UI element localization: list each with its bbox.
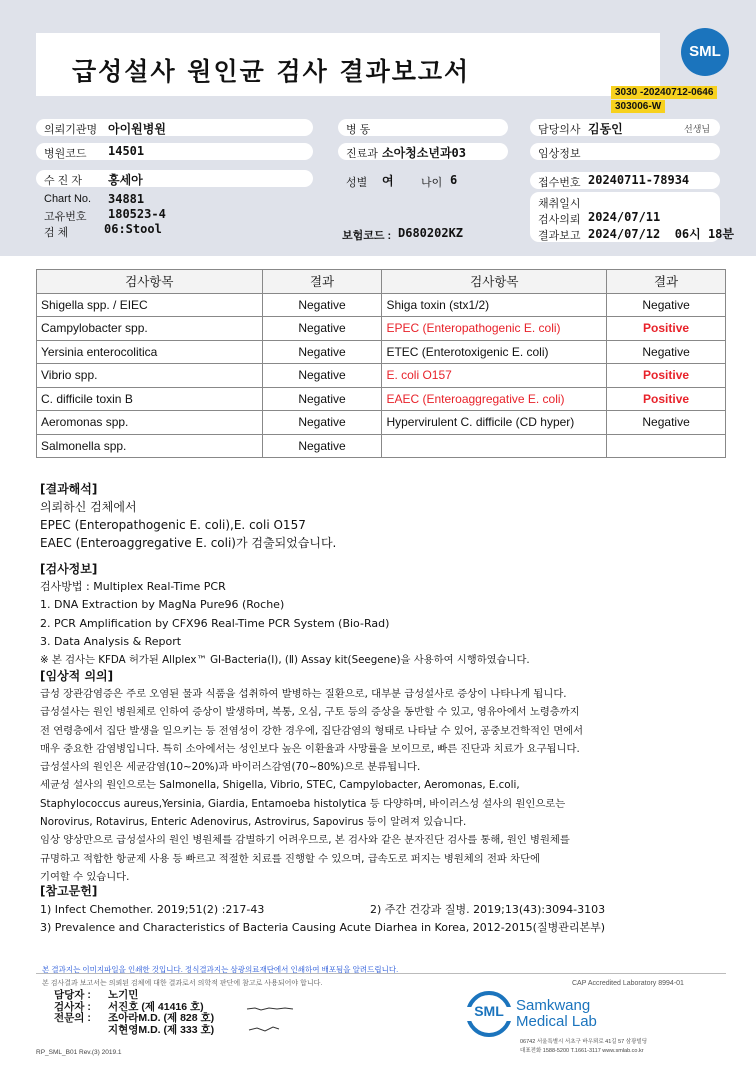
institution-label: 의뢰기관명	[44, 124, 98, 136]
test-result: Negative	[262, 434, 382, 458]
footer-fine-print: 본 검사결과 보고서는 의뢰된 검체에 대한 결과로서 의학적 판단에 참고로 사용되어야 합니다.	[42, 980, 323, 987]
table-row	[37, 387, 726, 411]
barcode-code-1: 3030 -20240712-0646	[611, 86, 717, 99]
test-item: ETEC (Enterotoxigenic E. coli)	[382, 340, 607, 364]
test-info-line: 검사방법 : Multiplex Real-Time PCR	[40, 580, 226, 593]
test-item: C. difficile toxin B	[37, 387, 263, 411]
clinical-meaning-line: 급성 장관감염증은 주로 오염된 물과 식품을 섭취하여 발병하는 질환으로, 대부분 급성설사로 증상이 나타나게 됩니다.	[40, 688, 567, 700]
test-item	[382, 434, 607, 458]
footer-divider	[36, 973, 726, 974]
clinical-meaning-line: 임상 양상만으로 급성설사의 원인 병원체를 감별하기 어려우므로, 본 검사와 같은 분자진단 검사를 통해, 원인 병원체를	[40, 834, 570, 847]
test-info-line: 2. PCR Amplification by CFX96 Real-Time PCR System (Bio-Rad)	[40, 616, 390, 630]
test-info-line: ※ 본 검사는 KFDA 허가된 Allplex™ GI-Bacteria(Ⅰ), (Ⅱ) Assay kit(Seegene)을 사용하여 시행하였습니다.	[40, 654, 530, 667]
test-item-positive: E. coli O157	[382, 364, 607, 388]
dept-label: 진료과	[346, 148, 378, 160]
test-result-positive: Positive	[607, 387, 726, 411]
signature-mark	[247, 1008, 293, 1010]
doctor-suffix: 선생님	[684, 124, 711, 134]
interpretation-section	[40, 480, 730, 552]
table-row	[37, 340, 726, 364]
col-header-item: 검사항목	[382, 270, 607, 294]
staff-name: 노기민	[108, 989, 139, 1001]
report-label: 결과보고	[538, 230, 581, 242]
test-result: Negative	[262, 387, 382, 411]
col-header-item: 검사항목	[37, 270, 263, 294]
signature-mark	[249, 1027, 279, 1031]
test-info-heading: [검사정보]	[40, 562, 98, 576]
table-row	[37, 293, 726, 317]
test-item: Vibrio spp.	[37, 364, 263, 388]
results-table	[36, 269, 726, 458]
hospital-code-label: 병원코드	[44, 148, 87, 160]
signatures	[245, 1003, 305, 1039]
test-info-line: 3. Data Analysis & Report	[40, 634, 182, 648]
col-header-result: 결과	[262, 270, 382, 294]
col-header-result: 결과	[607, 270, 726, 294]
doctor-value: 김동인	[588, 122, 623, 136]
chart-value: 34881	[108, 192, 145, 206]
staff-name: 조아라M.D. (제 828 호)	[108, 1012, 215, 1024]
test-result-positive: Positive	[607, 364, 726, 388]
test-result: Negative	[607, 293, 726, 317]
insurance-value: D680202KZ	[398, 226, 464, 240]
unique-label: 고유번호	[44, 211, 87, 223]
test-item: Shiga toxin (stx1/2)	[382, 293, 607, 317]
test-result: Negative	[262, 364, 382, 388]
collect-label: 채취일시	[538, 198, 581, 210]
sex-value: 여	[382, 174, 394, 188]
receipt-value: 20240711-78934	[588, 173, 690, 187]
test-info-section	[40, 560, 740, 669]
staff-name: 지현영M.D. (제 333 호)	[108, 1023, 215, 1036]
test-item: Hypervirulent C. difficile (CD hyper)	[382, 411, 607, 435]
patient-label: 수 진 자	[44, 175, 82, 187]
table-row	[37, 317, 726, 341]
reference-1: 1) Infect Chemother. 2019;51(2) :217-43	[40, 903, 265, 916]
barcode-code-2: 303006-W	[611, 100, 665, 113]
test-item: Aeromonas spp.	[37, 411, 263, 435]
footer-notice: 본 결과지는 이미지파일을 인쇄한 것입니다. 정식결과지는 삼광의료재단에서 인쇄하여 배포됨을 알려드립니다.	[42, 965, 399, 974]
receipt-label: 접수번호	[538, 177, 581, 189]
clinical-label: 임상정보	[538, 148, 581, 160]
logo-name-2: Medical Lab	[516, 1013, 597, 1030]
doctor-label: 담당의사	[538, 124, 581, 136]
interpretation-line: EAEC (Enteroaggregative E. coli)가 검출되었습니다.	[40, 536, 337, 550]
report-value: 2024/07/12 06시 18분	[588, 227, 735, 241]
table-row	[37, 411, 726, 435]
clinical-meaning-line: 규명하고 적합한 항균제 사용 등 빠르고 적절한 치료를 진행할 수 있으며, 급속도로 퍼지는 병원체의 전파 차단에	[40, 852, 540, 865]
interpretation-heading: [결과해석]	[40, 482, 98, 496]
test-result: Negative	[262, 411, 382, 435]
staff-names	[108, 990, 214, 1036]
insurance-label: 보험코드 :	[342, 230, 392, 242]
clinical-meaning-line: 매우 중요한 감염병입니다. 특히 소아에서는 성인보다 높은 이환율과 사망률을 보이므로, 빠른 진단과 치료가 요구됩니다.	[40, 742, 580, 755]
sml-logo-text: SML	[474, 1003, 504, 1019]
test-item: Salmonella spp.	[37, 434, 263, 458]
clinical-meaning-heading: [임상적 의의]	[40, 669, 114, 683]
clinical-meaning-line: 급성설사의 원인은 세균감염(10~20%)과 바이러스감염(70~80%)으로 분류됩니다.	[40, 761, 421, 774]
patient-value: 홍세아	[108, 173, 143, 187]
clinical-meaning-line: 급성설사는 원인 병원체로 인하여 증상이 발생하며, 복통, 오심, 구토 등의 증상을 동반할 수 있고, 영유아에서 노령층까지	[40, 706, 580, 719]
reference-3: 3) Prevalence and Characteristics of Bacteria Causing Acute Diarhea in Korea, 2012-2015(질병관리본부)	[40, 921, 606, 934]
clinical-meaning-line: 기여할 수 있습니다.	[40, 870, 130, 883]
table-row	[37, 434, 726, 458]
test-result: Negative	[607, 340, 726, 364]
lab-address: 06742 서울특별시 서초구 바우뫼로 41길 57 삼광빌딩	[520, 1039, 648, 1045]
clinical-meaning-section	[40, 667, 740, 886]
chart-label: Chart No.	[44, 193, 92, 205]
form-code: RP_SML_B01 Rev.(3) 2019.1	[36, 1049, 122, 1056]
sex-label: 성별	[346, 177, 368, 189]
test-result	[607, 434, 726, 458]
interpretation-line: EPEC (Enteropathogenic E. coli),E. coli O157	[40, 518, 306, 532]
staff-role: 담당자 :	[54, 989, 91, 1001]
age-label: 나이	[421, 177, 443, 189]
staff-name: 서진호 (제 41416 호)	[108, 1000, 204, 1013]
test-info-line: 1. DNA Extraction by MagNa Pure96 (Roche)	[40, 598, 285, 612]
sml-badge-text: SML	[689, 43, 721, 60]
unique-value: 180523-4	[108, 207, 166, 221]
staff-role: 전문의 :	[54, 1012, 91, 1024]
test-result: Negative	[607, 411, 726, 435]
logo-name-1: Samkwang	[516, 997, 591, 1014]
test-result: Negative	[262, 340, 382, 364]
test-item-positive: EPEC (Enteropathogenic E. coli)	[382, 317, 607, 341]
staff-role: 검사자 :	[54, 1000, 91, 1013]
clinical-meaning-line: 세균성 설사의 원인으로는 Salmonella, Shigella, Vibrio, STEC, Campylobacter, Aeromonas, E.coli,	[40, 779, 520, 792]
lab-contact: 대표전화 1588-5200 T.1661-3117 www.smlab.co.kr	[520, 1048, 644, 1054]
test-item-positive: EAEC (Enteroaggregative E. coli)	[382, 387, 607, 411]
clinical-meaning-line: 전 연령층에서 집단 발생을 일으키는 등 전염성이 강한 경우에, 집단감염의 형태로 나타날 수 있어, 공중보건학적인 면에서	[40, 724, 584, 737]
request-label: 검사의뢰	[538, 214, 581, 226]
test-item: Shigella spp. / EIEC	[37, 293, 263, 317]
clinical-meaning-line: Staphylococcus aureus,Yersinia, Giardia, Entamoeba histolytica 등 다양하며, 바이러스성 설사의 원인으로는	[40, 797, 566, 810]
age-value: 6	[450, 173, 458, 187]
report-title: 급성설사 원인균 검사 결과보고서	[72, 57, 471, 86]
test-result: Negative	[262, 317, 382, 341]
cap-accreditation: CAP Accredited Laboratory 8994-01	[572, 980, 684, 987]
references-heading: [참고문헌]	[40, 884, 98, 898]
results-header-row	[37, 270, 726, 294]
staff-roles	[54, 990, 91, 1025]
test-result: Negative	[262, 293, 382, 317]
specimen-value: 06:Stool	[104, 222, 162, 236]
hospital-code-value: 14501	[108, 144, 145, 158]
ward-label: 병 동	[346, 124, 371, 136]
reference-2: 2) 주간 건강과 질병. 2019;13(43):3094-3103	[370, 903, 606, 916]
test-item: Campylobacter spp.	[37, 317, 263, 341]
clinical-meaning-line: Norovirus, Rotavirus, Enteric Adenovirus, Astrovirus, Sapovirus 등이 알려져 있습니다.	[40, 816, 467, 829]
test-item: Yersinia enterocolitica	[37, 340, 263, 364]
specimen-label: 검 체	[44, 227, 69, 239]
interpretation-line: 의뢰하신 검체에서	[40, 500, 137, 514]
test-result-positive: Positive	[607, 317, 726, 341]
dept-value: 소아청소년과03	[382, 146, 467, 160]
institution-value: 아이원병원	[108, 122, 166, 136]
table-row	[37, 364, 726, 388]
request-value: 2024/07/11	[588, 210, 661, 224]
